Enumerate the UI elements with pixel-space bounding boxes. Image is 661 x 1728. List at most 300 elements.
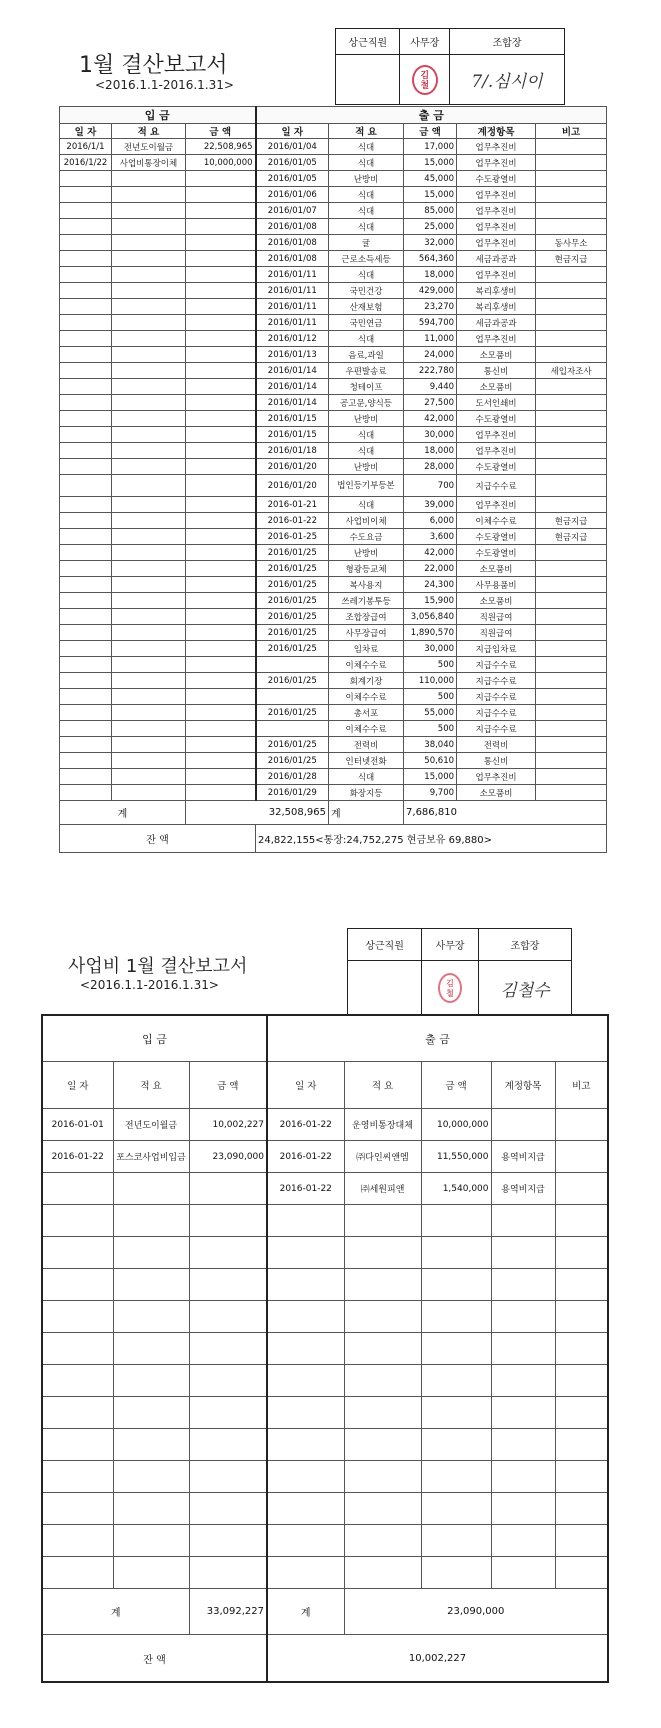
balance-value: 10,002,227	[267, 1635, 608, 1683]
income-date-cell	[60, 497, 112, 513]
income-desc-cell	[112, 187, 186, 203]
expense-date-cell: 2016/01/25	[256, 705, 329, 721]
expense-account-cell: 수도광열비	[457, 411, 536, 427]
income-desc-cell	[112, 497, 186, 513]
expense-amount-cell: 10,000,000	[421, 1109, 491, 1141]
income-amount-cell	[186, 219, 256, 235]
expense-desc-cell	[344, 1493, 421, 1525]
table-row	[60, 187, 607, 203]
income-desc-cell	[112, 609, 186, 625]
expense-desc-cell: 식대	[329, 139, 404, 155]
expense-section-header: 출 금	[256, 107, 607, 124]
balance-label: 잔 액	[60, 825, 256, 853]
expense-date-cell: 2016/01/04	[256, 139, 329, 155]
expense-note-cell: 현금지급	[536, 251, 607, 267]
expense-date-cell: 2016/01/25	[256, 593, 329, 609]
expense-desc-cell: 식대	[329, 769, 404, 785]
expense-account-cell	[491, 1461, 555, 1493]
income-desc-cell: 포스코사업비입금	[113, 1141, 189, 1173]
expense-date-cell: 2016/01/25	[256, 625, 329, 641]
expense-date-cell: 2016/01/25	[256, 561, 329, 577]
expense-desc-cell	[344, 1301, 421, 1333]
income-desc-cell	[112, 785, 186, 801]
expense-date-cell: 2016/01/11	[256, 267, 329, 283]
expense-note-cell	[555, 1269, 608, 1301]
table-row	[60, 315, 607, 331]
expense-date-cell: 2016/01/25	[256, 577, 329, 593]
col-income-amount: 금 액	[186, 124, 256, 139]
expense-desc-cell: 난방비	[329, 545, 404, 561]
income-date-cell	[42, 1333, 113, 1365]
expense-account-cell: 업무추진비	[457, 267, 536, 283]
expense-amount-cell: 11,000	[404, 331, 457, 347]
income-date-cell	[42, 1557, 113, 1589]
income-desc-cell	[113, 1269, 189, 1301]
expense-account-cell: 업무추진비	[457, 769, 536, 785]
expense-note-cell	[536, 283, 607, 299]
expense-date-cell	[256, 721, 329, 737]
col-income-amount: 금 액	[189, 1062, 267, 1109]
expense-date-cell: 2016/01/05	[256, 171, 329, 187]
approval-manager-cell	[422, 961, 479, 1016]
expense-note-cell	[555, 1429, 608, 1461]
income-date-cell	[60, 267, 112, 283]
expense-amount-cell: 15,000	[404, 769, 457, 785]
income-amount-cell	[186, 379, 256, 395]
income-desc-cell	[113, 1493, 189, 1525]
expense-desc-cell: 이체수수료	[329, 689, 404, 705]
expense-account-cell: 용역비지급	[491, 1173, 555, 1205]
income-desc-cell	[113, 1461, 189, 1493]
expense-desc-cell	[344, 1557, 421, 1589]
expense-account-cell: 통신비	[457, 753, 536, 769]
expense-section-header: 출 금	[267, 1015, 608, 1062]
expense-desc-cell: 식대	[329, 155, 404, 171]
expense-date-cell: 2016/01/25	[256, 609, 329, 625]
expense-account-cell: 업무추진비	[457, 235, 536, 251]
expense-date-cell	[267, 1237, 344, 1269]
expense-note-cell	[555, 1365, 608, 1397]
expense-desc-cell: 임차료	[329, 641, 404, 657]
expense-note-cell	[555, 1173, 608, 1205]
expense-note-cell	[555, 1301, 608, 1333]
expense-account-cell: 지급수수료	[457, 721, 536, 737]
table-row	[42, 1109, 608, 1141]
expense-account-cell: 사무용품비	[457, 577, 536, 593]
income-date-cell: 2016/1/22	[60, 155, 112, 171]
table-row	[60, 529, 607, 545]
income-amount-cell	[189, 1237, 267, 1269]
expense-account-cell: 직원급여	[457, 625, 536, 641]
table-row	[60, 443, 607, 459]
income-desc-cell	[112, 513, 186, 529]
expense-account-cell: 업무추진비	[457, 331, 536, 347]
income-date-cell	[60, 609, 112, 625]
report1-approval-box	[335, 28, 565, 105]
income-date-cell	[60, 577, 112, 593]
table-row	[60, 363, 607, 379]
expense-amount-cell: 18,000	[404, 443, 457, 459]
income-desc-cell	[112, 705, 186, 721]
expense-amount-cell: 700	[404, 475, 457, 497]
table-row	[60, 155, 607, 171]
expense-desc-cell	[344, 1461, 421, 1493]
income-section-header: 입 금	[60, 107, 256, 124]
expense-account-cell	[491, 1109, 555, 1141]
expense-note-cell: 현금지급	[536, 529, 607, 545]
income-amount-cell	[186, 689, 256, 705]
income-desc-cell	[112, 721, 186, 737]
expense-account-cell: 소모품비	[457, 347, 536, 363]
expense-desc-cell: 국민건강	[329, 283, 404, 299]
expense-account-cell: 복리후생비	[457, 283, 536, 299]
expense-note-cell	[536, 475, 607, 497]
table-row	[60, 139, 607, 155]
expense-account-cell	[491, 1333, 555, 1365]
income-desc-cell	[112, 593, 186, 609]
table-row	[60, 625, 607, 641]
income-desc-cell	[112, 427, 186, 443]
expense-desc-cell: 공고문,양식등	[329, 395, 404, 411]
expense-note-cell	[536, 379, 607, 395]
expense-amount-cell: 30,000	[404, 427, 457, 443]
expense-amount-cell: 500	[404, 657, 457, 673]
income-amount-cell	[189, 1365, 267, 1397]
expense-date-cell: 2016/01/13	[256, 347, 329, 363]
report2-period: <2016.1.1-2016.1.31>	[80, 978, 219, 992]
income-amount-cell	[186, 203, 256, 219]
income-total-label: 계	[42, 1589, 189, 1635]
expense-amount-cell: 9,440	[404, 379, 457, 395]
expense-account-cell: 수도광열비	[457, 545, 536, 561]
income-desc-cell	[113, 1237, 189, 1269]
expense-date-cell: 2016-01-25	[256, 529, 329, 545]
expense-note-cell	[536, 609, 607, 625]
expense-note-cell	[555, 1461, 608, 1493]
expense-note-cell: 세입자조사	[536, 363, 607, 379]
income-date-cell	[60, 641, 112, 657]
expense-date-cell	[267, 1301, 344, 1333]
expense-desc-cell: 우편발송료	[329, 363, 404, 379]
expense-total-label: 계	[329, 801, 404, 825]
expense-date-cell: 2016/01/25	[256, 641, 329, 657]
expense-desc-cell: 식대	[329, 187, 404, 203]
expense-amount-cell: 15,900	[404, 593, 457, 609]
expense-desc-cell: 귤	[329, 235, 404, 251]
expense-note-cell	[536, 545, 607, 561]
income-amount-cell	[186, 331, 256, 347]
expense-date-cell: 2016/01/08	[256, 235, 329, 251]
expense-date-cell: 2016/01/06	[256, 187, 329, 203]
table-row	[60, 577, 607, 593]
expense-account-cell: 이체수수료	[457, 513, 536, 529]
income-date-cell	[60, 459, 112, 475]
col-expense-note: 비고	[555, 1062, 608, 1109]
income-date-cell	[60, 411, 112, 427]
expense-amount-cell: 1,540,000	[421, 1173, 491, 1205]
income-date-cell	[60, 657, 112, 673]
expense-date-cell: 2016-01-21	[256, 497, 329, 513]
income-date-cell	[60, 299, 112, 315]
col-income-date: 일 자	[60, 124, 112, 139]
expense-date-cell: 2016/01/14	[256, 379, 329, 395]
seal-stamp: 김 철	[438, 973, 462, 1003]
income-amount-cell	[189, 1269, 267, 1301]
report2-title: 사업비 1월 결산보고서	[68, 956, 248, 977]
table-row	[42, 1365, 608, 1397]
income-date-cell	[60, 705, 112, 721]
expense-date-cell	[256, 657, 329, 673]
income-desc-cell	[113, 1397, 189, 1429]
table-row	[60, 721, 607, 737]
col-income-date: 일 자	[42, 1062, 113, 1109]
col-expense-amount: 금 액	[421, 1062, 491, 1109]
expense-desc-cell: 이체수수료	[329, 657, 404, 673]
approval-label-staff: 상근직원	[336, 29, 400, 55]
expense-account-cell: 업무추진비	[457, 155, 536, 171]
income-amount-cell	[186, 753, 256, 769]
expense-account-cell: 용역비지급	[491, 1141, 555, 1173]
expense-date-cell: 2016/01/08	[256, 219, 329, 235]
expense-amount-cell	[421, 1397, 491, 1429]
income-date-cell	[60, 593, 112, 609]
income-date-cell	[60, 395, 112, 411]
income-desc-cell	[112, 545, 186, 561]
table-row	[42, 1333, 608, 1365]
expense-note-cell	[555, 1205, 608, 1237]
income-amount-cell	[186, 577, 256, 593]
expense-date-cell: 2016/01/11	[256, 315, 329, 331]
expense-date-cell: 2016/01/15	[256, 427, 329, 443]
expense-note-cell	[536, 625, 607, 641]
expense-amount-cell: 500	[404, 689, 457, 705]
income-amount-cell	[186, 561, 256, 577]
income-desc-cell	[112, 347, 186, 363]
income-amount-cell	[189, 1301, 267, 1333]
income-amount-cell	[189, 1397, 267, 1429]
col-expense-note: 비고	[536, 124, 607, 139]
expense-amount-cell: 55,000	[404, 705, 457, 721]
col-expense-account: 계정항목	[457, 124, 536, 139]
income-amount-cell	[186, 785, 256, 801]
expense-amount-cell	[421, 1365, 491, 1397]
income-date-cell	[60, 347, 112, 363]
table-row	[42, 1269, 608, 1301]
expense-account-cell	[491, 1237, 555, 1269]
expense-date-cell: 2016/01/25	[256, 545, 329, 561]
expense-desc-cell: 식대	[329, 203, 404, 219]
expense-amount-cell: 3,056,840	[404, 609, 457, 625]
income-amount-cell	[189, 1557, 267, 1589]
expense-note-cell	[536, 411, 607, 427]
income-date-cell	[42, 1461, 113, 1493]
expense-account-cell: 소모품비	[457, 593, 536, 609]
table-row	[60, 753, 607, 769]
report2-ledger-table	[41, 1014, 609, 1683]
expense-note-cell	[536, 219, 607, 235]
expense-desc-cell: 식대	[329, 443, 404, 459]
income-desc-cell	[112, 689, 186, 705]
expense-account-cell	[491, 1269, 555, 1301]
expense-date-cell: 2016/01/05	[256, 155, 329, 171]
expense-desc-cell: 화장지등	[329, 785, 404, 801]
income-total-label: 계	[60, 801, 186, 825]
expense-amount-cell	[421, 1461, 491, 1493]
expense-account-cell: 복리후생비	[457, 299, 536, 315]
income-desc-cell	[113, 1173, 189, 1205]
col-expense-date: 일 자	[267, 1062, 344, 1109]
income-date-cell	[60, 561, 112, 577]
col-expense-desc: 적 요	[344, 1062, 421, 1109]
expense-amount-cell: 38,040	[404, 737, 457, 753]
expense-desc-cell: 인터넷전화	[329, 753, 404, 769]
expense-account-cell: 지급임차료	[457, 641, 536, 657]
expense-amount-cell: 30,000	[404, 641, 457, 657]
expense-amount-cell: 9,700	[404, 785, 457, 801]
table-row	[60, 203, 607, 219]
income-date-cell: 2016/1/1	[60, 139, 112, 155]
expense-total-label: 계	[267, 1589, 344, 1635]
expense-desc-cell: 식대	[329, 267, 404, 283]
expense-amount-cell	[421, 1237, 491, 1269]
expense-amount-cell	[421, 1429, 491, 1461]
expense-note-cell	[536, 689, 607, 705]
income-amount-cell	[186, 475, 256, 497]
expense-note-cell	[536, 187, 607, 203]
income-date-cell	[60, 475, 112, 497]
table-row	[60, 657, 607, 673]
income-amount-cell	[186, 235, 256, 251]
expense-account-cell: 지급수수료	[457, 705, 536, 721]
table-row	[60, 459, 607, 475]
expense-amount-cell: 594,700	[404, 315, 457, 331]
expense-account-cell	[491, 1365, 555, 1397]
expense-date-cell: 2016-01-22	[267, 1141, 344, 1173]
table-row	[60, 673, 607, 689]
income-desc-cell	[113, 1365, 189, 1397]
income-amount-cell	[189, 1429, 267, 1461]
expense-desc-cell: 회계기장	[329, 673, 404, 689]
income-amount-cell	[186, 427, 256, 443]
expense-note-cell	[555, 1141, 608, 1173]
table-row	[60, 219, 607, 235]
expense-account-cell: 세금과공과	[457, 251, 536, 267]
expense-account-cell	[491, 1205, 555, 1237]
income-date-cell	[60, 203, 112, 219]
income-date-cell	[60, 673, 112, 689]
table-row	[60, 641, 607, 657]
report1-title: 1월 결산보고서	[79, 53, 228, 78]
expense-date-cell: 2016/01/14	[256, 363, 329, 379]
income-date-cell	[60, 315, 112, 331]
income-amount-cell	[186, 657, 256, 673]
income-amount-cell	[186, 705, 256, 721]
expense-date-cell: 2016/01/29	[256, 785, 329, 801]
expense-note-cell	[536, 155, 607, 171]
expense-desc-cell: 식대	[329, 497, 404, 513]
expense-date-cell	[267, 1365, 344, 1397]
expense-note-cell	[536, 577, 607, 593]
income-amount-cell	[186, 673, 256, 689]
expense-account-cell: 수도광열비	[457, 529, 536, 545]
expense-amount-cell	[421, 1525, 491, 1557]
expense-note-cell	[536, 785, 607, 801]
expense-amount-cell: 15,000	[404, 187, 457, 203]
income-date-cell	[60, 689, 112, 705]
col-expense-desc: 적 요	[329, 124, 404, 139]
expense-amount-cell: 28,000	[404, 459, 457, 475]
income-desc-cell	[112, 657, 186, 673]
income-date-cell: 2016-01-22	[42, 1141, 113, 1173]
table-row	[42, 1301, 608, 1333]
expense-desc-cell: 산재보험	[329, 299, 404, 315]
income-desc-cell	[112, 443, 186, 459]
expense-note-cell	[536, 753, 607, 769]
expense-account-cell: 지급수수료	[457, 689, 536, 705]
expense-desc-cell: 수도요금	[329, 529, 404, 545]
income-date-cell	[60, 513, 112, 529]
expense-date-cell	[267, 1333, 344, 1365]
expense-account-cell: 소모품비	[457, 561, 536, 577]
income-section-header: 입 금	[42, 1015, 267, 1062]
income-amount-cell	[186, 593, 256, 609]
income-desc-cell	[113, 1525, 189, 1557]
expense-desc-cell	[344, 1237, 421, 1269]
col-expense-amount: 금 액	[404, 124, 457, 139]
income-amount-cell	[186, 411, 256, 427]
expense-desc-cell	[344, 1429, 421, 1461]
expense-amount-cell: 22,000	[404, 561, 457, 577]
expense-desc-cell: ㈜세원피앤	[344, 1173, 421, 1205]
expense-amount-cell: 3,600	[404, 529, 457, 545]
income-date-cell	[60, 625, 112, 641]
table-row	[60, 171, 607, 187]
income-date-cell	[60, 331, 112, 347]
income-amount-cell: 10,002,227	[189, 1109, 267, 1141]
expense-account-cell: 직원급여	[457, 609, 536, 625]
income-amount-cell	[189, 1493, 267, 1525]
table-row	[60, 475, 607, 497]
expense-amount-cell: 18,000	[404, 267, 457, 283]
expense-amount-cell: 222,780	[404, 363, 457, 379]
table-row	[60, 379, 607, 395]
income-desc-cell	[112, 203, 186, 219]
income-date-cell	[42, 1493, 113, 1525]
expense-desc-cell: 쓰레기봉투등	[329, 593, 404, 609]
expense-account-cell: 도서인쇄비	[457, 395, 536, 411]
expense-amount-cell: 27,500	[404, 395, 457, 411]
expense-desc-cell: 국민연금	[329, 315, 404, 331]
expense-note-cell	[555, 1493, 608, 1525]
approval-label-chief: 조합장	[478, 929, 571, 961]
income-amount-cell	[186, 187, 256, 203]
expense-account-cell	[491, 1557, 555, 1589]
expense-desc-cell	[344, 1205, 421, 1237]
table-row	[42, 1429, 608, 1461]
table-row	[60, 593, 607, 609]
income-date-cell	[42, 1173, 113, 1205]
expense-amount-cell: 50,610	[404, 753, 457, 769]
expense-account-cell: 수도광열비	[457, 459, 536, 475]
table-row	[60, 705, 607, 721]
expense-account-cell	[491, 1397, 555, 1429]
expense-account-cell: 지급수수료	[457, 673, 536, 689]
expense-date-cell: 2016/01/25	[256, 737, 329, 753]
expense-amount-cell: 24,300	[404, 577, 457, 593]
expense-account-cell: 세금과공과	[457, 315, 536, 331]
expense-account-cell: 업무추진비	[457, 497, 536, 513]
income-desc-cell	[112, 363, 186, 379]
